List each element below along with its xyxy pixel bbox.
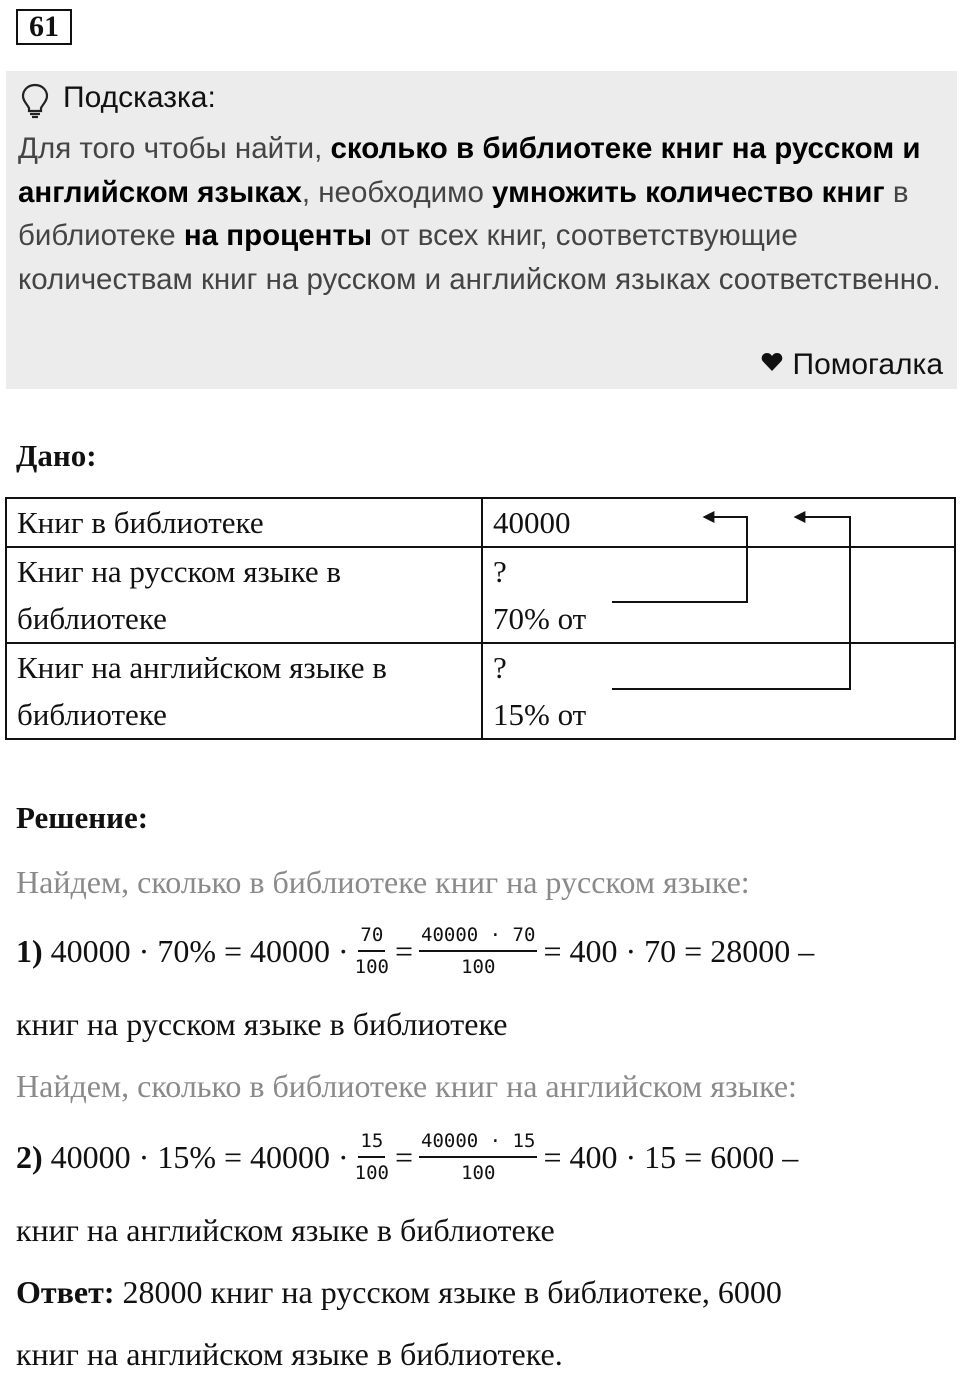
heart-icon [761, 352, 783, 372]
step2-equation [16, 1126, 798, 1188]
brand-label [761, 348, 944, 382]
given-table [5, 497, 956, 740]
hint-text: Для того чтобы найти, сколько в библиотеке книг на русском и английском языках, необходимо умножить количество книг в библиотеке на проценты от всех книг, соответствующие количествам книг на русском и английском языках соответственно. [18, 132, 941, 296]
step1-equation [16, 920, 814, 982]
hint-title: Подсказка: [63, 81, 216, 114]
equation-lhs: 40000 · 70% = 40000 · [50, 932, 349, 969]
fraction [355, 1126, 389, 1188]
step1-caption: книг на русском языке в библиотеке [16, 1006, 508, 1042]
table-cell-label: Книг в библиотеке [6, 498, 482, 547]
cell-value-line: 40000 [493, 505, 571, 540]
lightbulb-icon [20, 83, 50, 119]
solution-title: Решение: [16, 800, 149, 835]
fraction-numerator: 15 [358, 1126, 385, 1158]
equation-lhs: 40000 · 15% = 40000 · [50, 1138, 349, 1175]
table-cell-label: Книг на русском языке в библиотеке [6, 547, 482, 643]
step-number: 1) [16, 932, 43, 969]
step2-intro: Найдем, сколько в библиотеке книг на английском языке: [16, 1068, 797, 1104]
task-number: 61 [16, 9, 72, 45]
fraction-denominator: 100 [354, 1162, 389, 1184]
fraction-denominator: 100 [461, 1162, 496, 1184]
answer-line-2: книг на английском языке в библиотеке. [16, 1336, 563, 1372]
given-title: Дано: [16, 438, 97, 473]
answer-line-1 [16, 1274, 782, 1311]
cell-value-line: 15% от [493, 697, 587, 732]
table-cell-label: Книг на английском языке в библиотеке [6, 643, 482, 739]
equation-rhs: = 400 · 15 = 6000 – [543, 1138, 799, 1175]
cell-value-line: ? [493, 650, 507, 685]
cell-value-line: 70% от [493, 601, 587, 636]
fraction-denominator: 100 [354, 956, 389, 978]
fraction-numerator: 40000 · 15 [419, 1126, 537, 1158]
fraction [419, 1126, 537, 1188]
table-cell-value [482, 498, 955, 547]
step1-intro: Найдем, сколько в библиотеке книг на русском языке: [16, 864, 750, 900]
equals-sign: = [395, 1138, 414, 1175]
hint-box [6, 71, 957, 389]
table-row [6, 643, 955, 739]
fraction [355, 920, 389, 982]
brand-text: Помогалка [792, 348, 943, 381]
table-cell-value [482, 547, 955, 643]
answer-text: 28000 книг на русском языке в библиотеке, 6000 [114, 1274, 782, 1310]
equals-sign: = [395, 932, 414, 969]
table-row [6, 547, 955, 643]
step2-caption: книг на английском языке в библиотеке [16, 1212, 555, 1248]
answer-label: Ответ: [16, 1274, 115, 1310]
fraction-numerator: 40000 · 70 [419, 920, 537, 952]
step-number: 2) [16, 1138, 43, 1175]
table-row [6, 498, 955, 547]
cell-value-line: ? [493, 554, 507, 589]
fraction-numerator: 70 [358, 920, 385, 952]
fraction-denominator: 100 [461, 956, 496, 978]
equation-rhs: = 400 · 70 = 28000 – [543, 932, 815, 969]
fraction [419, 920, 537, 982]
table-cell-value [482, 643, 955, 739]
